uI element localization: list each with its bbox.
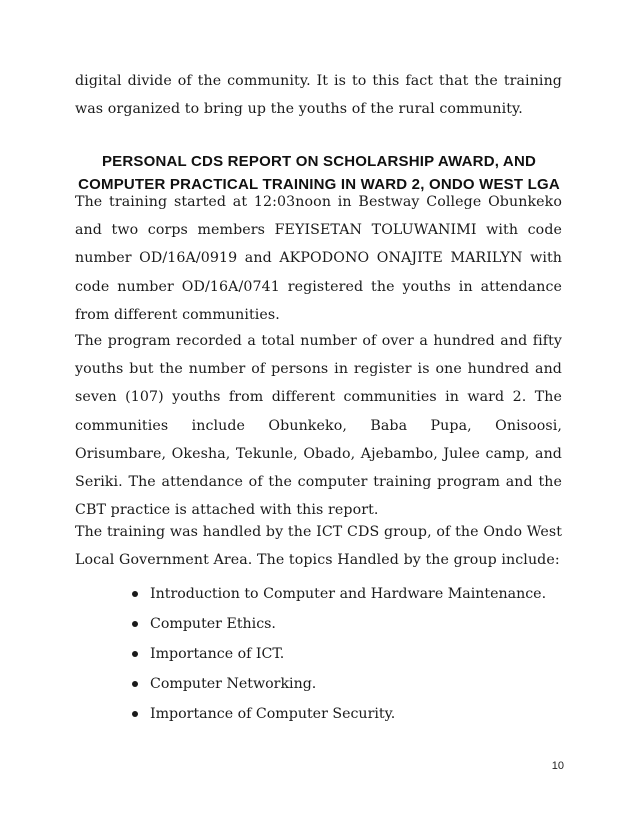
bullet-icon	[132, 681, 138, 687]
section-heading-line-1: PERSONAL CDS REPORT ON SCHOLARSHIP AWARD, AND	[101, 153, 537, 170]
topic-label: Introduction to Computer and Hardware Maintenance.	[150, 586, 547, 602]
bullet-icon	[132, 621, 138, 627]
topics-list	[132, 584, 562, 734]
topic-label: Importance of ICT.	[150, 646, 285, 662]
section-heading-line-2: COMPUTER PRACTICAL TRAINING IN WARD 2, ONDO WEST LGA	[78, 176, 560, 193]
page-number: 10	[551, 760, 564, 772]
attendance-paragraph: The program recorded a total number of over a hundred and fifty youths but the number of persons in register is one hundred and seven (107) youths from different communities in ward 2. The communities include Obunkeko, Baba Pupa, Onisoosi, Orisumbare, Okesha, Tekunle, Obado, Ajebambo, Julee camp, and Seriki. The attendance of the computer training program and the CBT practice is attached with this report.	[75, 333, 562, 519]
bullet-icon	[132, 711, 138, 717]
topic-label: Computer Networking.	[150, 676, 317, 692]
list-item	[132, 614, 562, 634]
bullet-icon	[132, 591, 138, 597]
list-item	[132, 704, 562, 724]
topic-label: Importance of Computer Security.	[150, 706, 396, 722]
list-item	[132, 584, 562, 604]
bullet-icon	[132, 651, 138, 657]
topic-label: Computer Ethics.	[150, 616, 276, 632]
list-item	[132, 644, 562, 664]
training-start-paragraph: The training started at 12:03noon in Bestway College Obunkeko and two corps members FEYISETAN TOLUWANIMI with code number OD/16A/0919 and AKPODONO ONAJITE MARILYN with code number OD/16A/0741 registered the youths in attendance from different communities.	[75, 194, 562, 323]
topics-intro-paragraph: The training was handled by the ICT CDS group, of the Ondo West Local Government Area. The topics Handled by the group include:	[75, 524, 562, 569]
list-item	[132, 674, 562, 694]
intro-paragraph: digital divide of the community. It is to this fact that the training was organized to bring up the youths of the rural community.	[75, 73, 562, 118]
